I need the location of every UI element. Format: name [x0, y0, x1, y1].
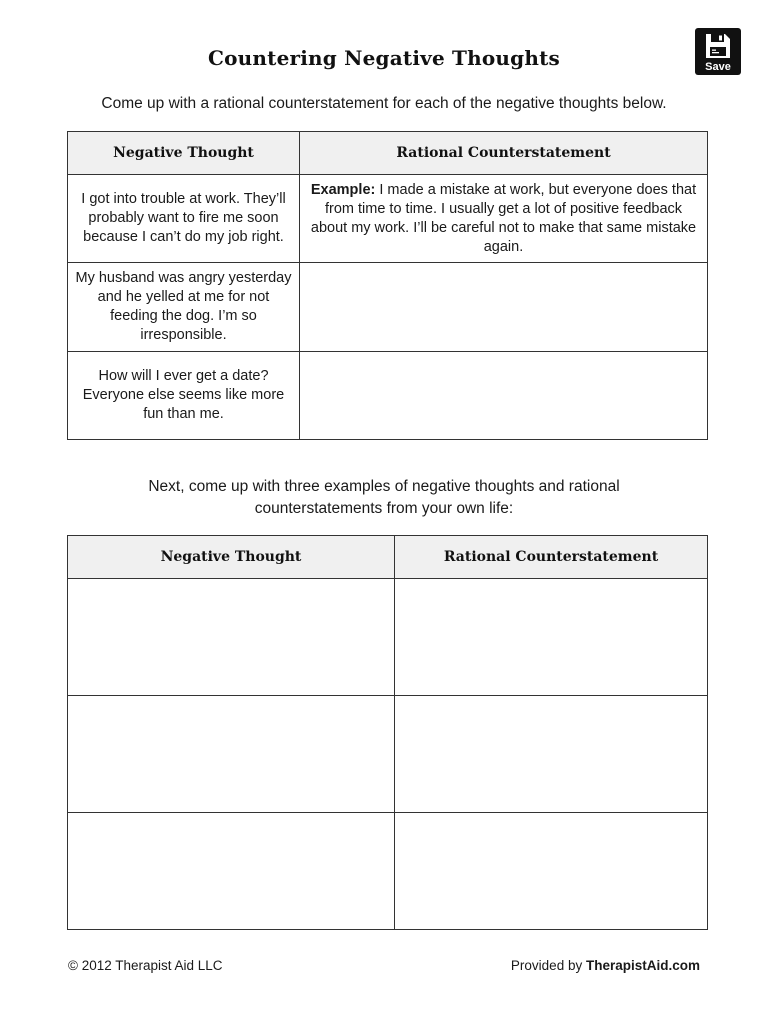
instruction-text: Come up with a rational counterstatement for each of the negative thoughts below.	[101, 95, 667, 112]
column-header-rational-counterstatement: Rational Counterstatement	[395, 536, 708, 579]
table-row	[68, 175, 708, 263]
copyright-text: © 2012 Therapist Aid LLC	[68, 958, 223, 973]
example-label: Example:	[310, 181, 376, 198]
table-row	[68, 579, 708, 696]
table-header-row	[68, 132, 708, 175]
own-thoughts-table	[67, 535, 708, 930]
negative-thought-cell: How will I ever get a date? Everyone else seems like more fun than me.	[68, 352, 300, 440]
table-row	[68, 263, 708, 352]
table-row	[68, 696, 708, 813]
table-row	[68, 352, 708, 440]
instruction-text-2: Next, come up with three examples of negative thoughts and rational counterstatements from your own life:	[148, 478, 620, 517]
counterstatement-input-cell[interactable]	[395, 579, 708, 696]
column-header-negative-thought: Negative Thought	[68, 132, 300, 175]
save-button[interactable]	[695, 28, 741, 75]
floppy-disk-icon	[704, 32, 732, 60]
counterstatement-input-cell[interactable]	[300, 352, 708, 440]
page-title: Countering Negative Thoughts	[208, 46, 560, 70]
negative-thought-cell: My husband was angry yesterday and he yelled at me for not feeding the dog. I’m so irresponsible.	[68, 263, 300, 352]
negative-thought-cell: I got into trouble at work. They’ll probably want to fire me soon because I can’t do my job right.	[68, 175, 300, 263]
brand-link[interactable]: TherapistAid.com	[585, 958, 700, 973]
provided-by-text	[511, 958, 700, 973]
counterstatement-input-cell[interactable]	[395, 813, 708, 930]
save-button-label: Save	[705, 61, 731, 73]
example-thoughts-table	[67, 131, 708, 440]
column-header-rational-counterstatement: Rational Counterstatement	[300, 132, 708, 175]
counterstatement-input-cell[interactable]	[300, 263, 708, 352]
counterstatement-input-cell[interactable]	[395, 696, 708, 813]
negative-thought-input-cell[interactable]	[68, 696, 395, 813]
negative-thought-input-cell[interactable]	[68, 579, 395, 696]
negative-thought-input-cell[interactable]	[68, 813, 395, 930]
column-header-negative-thought: Negative Thought	[68, 536, 395, 579]
provided-by-label: Provided by	[510, 958, 586, 973]
table-row	[68, 813, 708, 930]
table-header-row	[68, 536, 708, 579]
example-counterstatement-text: I made a mistake at work, but everyone does that from time to time. I usually get a lot of positive feedback about my work. I’ll be careful not to make that same mistake again.	[310, 181, 697, 255]
counterstatement-cell	[300, 175, 708, 263]
